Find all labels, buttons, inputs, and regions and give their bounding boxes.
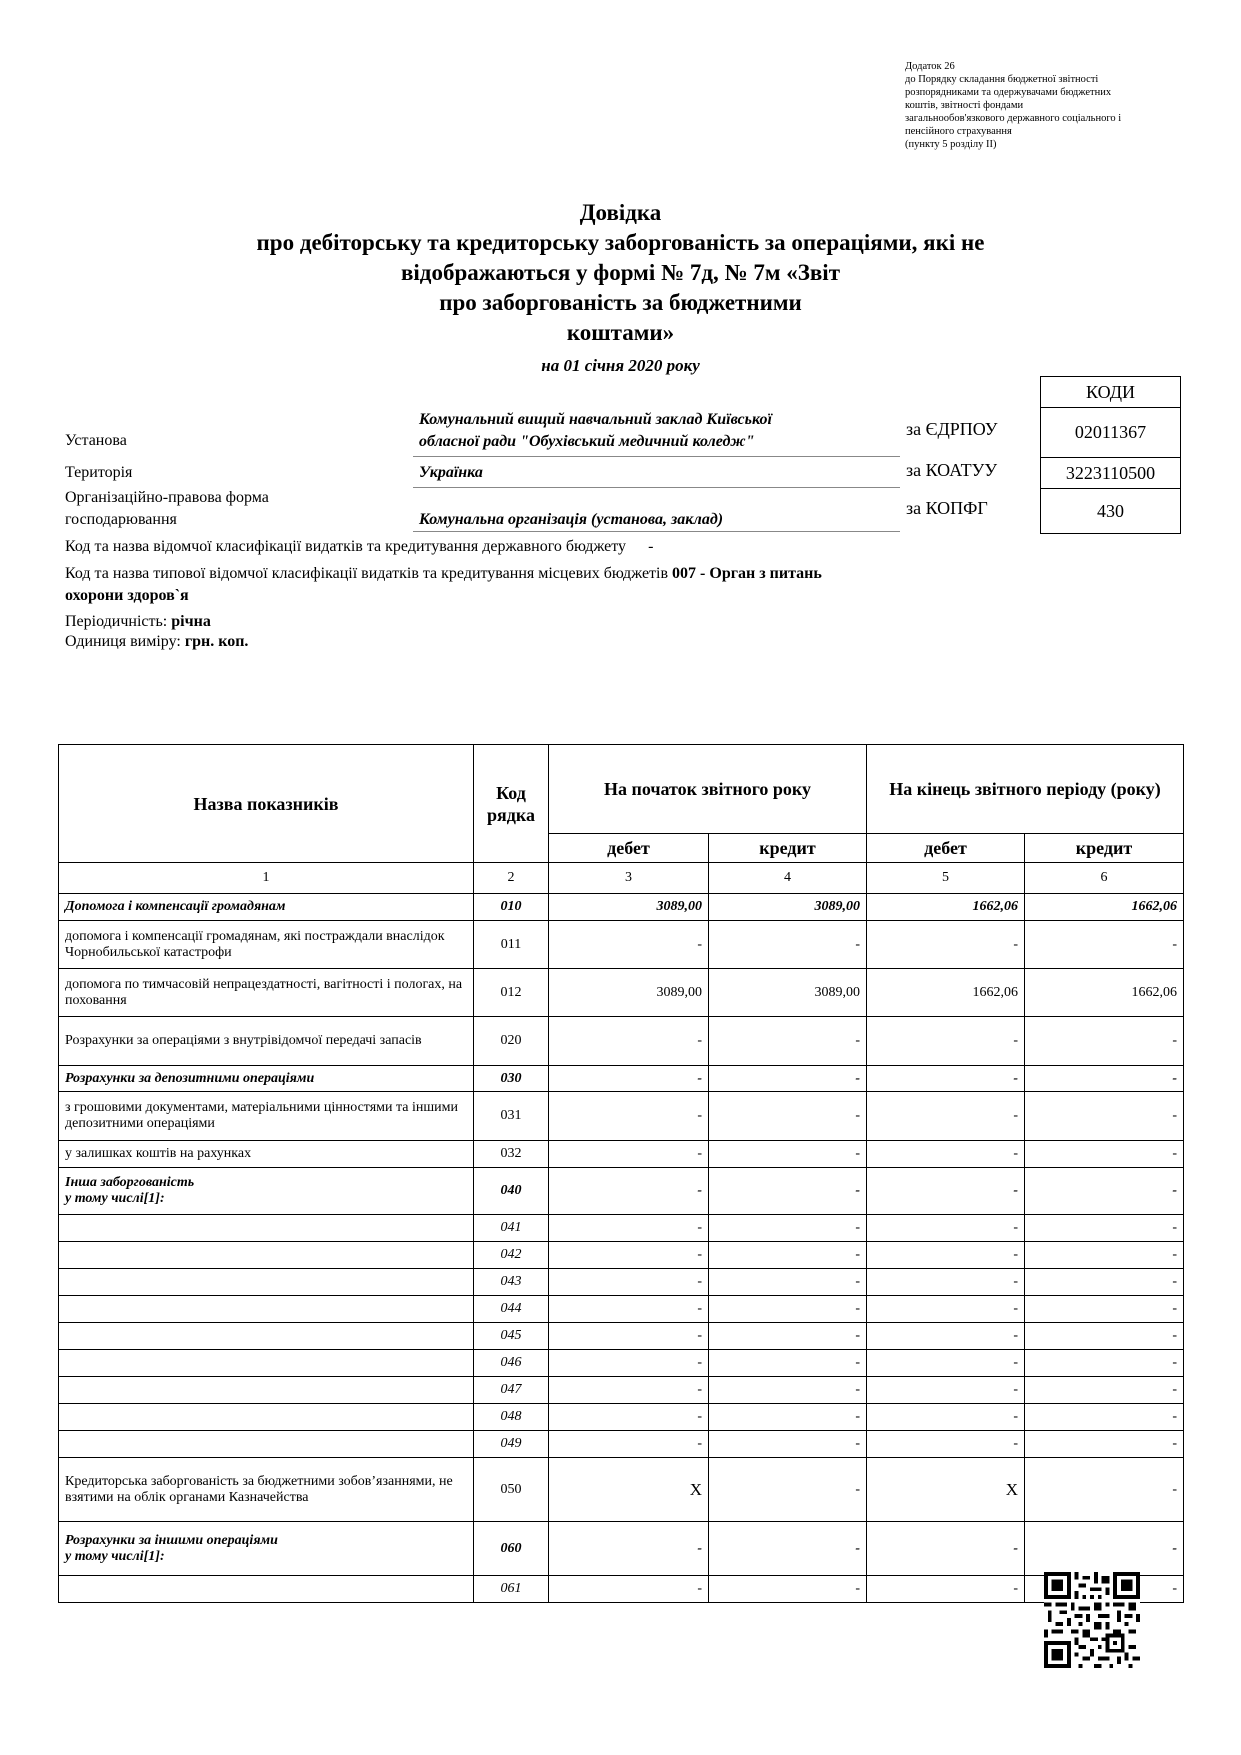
start-credit: 3089,00	[709, 894, 867, 921]
qr-code-icon	[1043, 1572, 1141, 1668]
end-credit: -	[1025, 921, 1184, 969]
end-debit: -	[867, 1431, 1025, 1458]
institution-value-line2: обласної ради "Обухівський медичний коледж"	[419, 433, 755, 450]
header-start-of-year: На початок звітного року	[549, 745, 867, 834]
start-credit: -	[709, 1066, 867, 1092]
code-koatuu: 3223110500	[1041, 457, 1180, 488]
codes-header: КОДИ	[1086, 381, 1135, 402]
institution-underline	[413, 456, 900, 457]
end-debit: -	[867, 1576, 1025, 1603]
start-credit: -	[709, 1431, 867, 1458]
end-credit: -	[1025, 1576, 1184, 1603]
end-debit: -	[867, 1242, 1025, 1269]
table-row	[59, 969, 1184, 1017]
start-credit: -	[709, 1215, 867, 1242]
col-number: 2	[474, 863, 549, 894]
start-credit: -	[709, 1350, 867, 1377]
row-name	[59, 1404, 474, 1431]
appendix-line: коштів, звітності фондами	[905, 100, 1024, 111]
territory-label: Територія	[65, 464, 133, 481]
periodicity-value: річна	[171, 613, 211, 630]
start-credit: -	[709, 1269, 867, 1296]
state-classification-value: -	[648, 538, 654, 555]
end-debit: -	[867, 921, 1025, 969]
start-credit: -	[709, 921, 867, 969]
end-debit: -	[867, 1141, 1025, 1168]
table-row	[59, 1168, 1184, 1215]
end-credit: -	[1025, 1431, 1184, 1458]
row-name: Розрахунки за операціями з внутрівідомчої передачі запасів	[59, 1017, 474, 1066]
code-kopfg: 430	[1041, 488, 1180, 533]
org-form-underline	[413, 531, 900, 532]
header-code: Код рядка	[474, 745, 549, 863]
unit	[65, 632, 248, 652]
codes-box	[1040, 376, 1181, 534]
unit-value: грн. коп.	[184, 633, 249, 650]
end-credit: 1662,06	[1025, 969, 1184, 1017]
row-code: 045	[474, 1323, 549, 1350]
local-classification-value: 007 - Орган з питань	[672, 565, 822, 582]
start-debit: -	[549, 1215, 709, 1242]
table-row	[59, 1350, 1184, 1377]
start-debit: -	[549, 1141, 709, 1168]
kopfg-label: за КОПФГ	[906, 498, 988, 518]
end-debit: -	[867, 1350, 1025, 1377]
state-classification	[65, 537, 965, 557]
institution-label: Установа	[65, 432, 127, 449]
report-date: на 01 січня 2020 року	[541, 356, 700, 375]
row-name: Кредиторська заборгованість за бюджетними зобов’язаннями, не взятими на облік органами Казначейства	[59, 1458, 474, 1522]
end-credit: -	[1025, 1168, 1184, 1215]
header-start-debit: дебет	[549, 834, 709, 863]
start-debit: -	[549, 1431, 709, 1458]
row-code: 050	[474, 1458, 549, 1522]
header-end-debit: дебет	[867, 834, 1025, 863]
col-number: 4	[709, 863, 867, 894]
row-name	[59, 1377, 474, 1404]
start-debit: -	[549, 1242, 709, 1269]
table-row	[59, 1576, 1184, 1603]
org-form-label-line2: господарювання	[65, 511, 177, 528]
end-credit: 1662,06	[1025, 894, 1184, 921]
end-debit: X	[867, 1458, 1025, 1522]
table-row	[59, 1404, 1184, 1431]
appendix-line: (пункту 5 розділу II)	[905, 139, 997, 150]
row-name: допомога по тимчасовій непрацездатності, вагітності і пологах, на поховання	[59, 969, 474, 1017]
local-classification-label: Код та назва типової відомчої класифікації видатків та кредитування місцевих бюджетів	[65, 565, 669, 582]
row-name	[59, 1323, 474, 1350]
col-number: 5	[867, 863, 1025, 894]
row-code: 011	[474, 921, 549, 969]
start-credit: -	[709, 1092, 867, 1141]
local-classification	[65, 564, 1005, 584]
start-credit: -	[709, 1168, 867, 1215]
table-row	[59, 1269, 1184, 1296]
header-end-credit: кредит	[1025, 834, 1184, 863]
end-credit: -	[1025, 1242, 1184, 1269]
start-credit: -	[709, 1404, 867, 1431]
start-debit: 3089,00	[549, 894, 709, 921]
end-credit: -	[1025, 1458, 1184, 1522]
row-name	[59, 1296, 474, 1323]
table-row	[59, 1066, 1184, 1092]
territory-value: Українка	[419, 464, 483, 481]
row-name	[59, 1269, 474, 1296]
start-debit: -	[549, 1168, 709, 1215]
start-credit: -	[709, 1296, 867, 1323]
col-number: 1	[59, 863, 474, 894]
end-debit: -	[867, 1323, 1025, 1350]
start-credit: -	[709, 1017, 867, 1066]
end-debit: -	[867, 1269, 1025, 1296]
start-debit: -	[549, 1017, 709, 1066]
table-row	[59, 1242, 1184, 1269]
row-name: Допомога і компенсації громадянам	[59, 894, 474, 921]
table-row	[59, 1215, 1184, 1242]
end-credit: -	[1025, 1215, 1184, 1242]
end-debit: 1662,06	[867, 894, 1025, 921]
institution-value-line1: Комунальний вищий навчальний заклад Київської	[419, 411, 772, 428]
debt-table	[58, 744, 1184, 1603]
unit-label: Одиниця виміру:	[65, 633, 181, 650]
row-name-line2: у тому числі[1]:	[65, 1191, 165, 1206]
end-debit: 1662,06	[867, 969, 1025, 1017]
title-line: відображаються у формі № 7д, № 7м «Звіт	[401, 260, 840, 285]
row-name-line1: Інша заборгованість	[65, 1175, 195, 1190]
end-debit: -	[867, 1092, 1025, 1141]
row-name-line1: Розрахунки за іншими операціями	[65, 1532, 278, 1548]
row-name	[59, 1168, 474, 1215]
col-number: 3	[549, 863, 709, 894]
end-debit: -	[867, 1296, 1025, 1323]
end-credit: -	[1025, 1141, 1184, 1168]
appendix-line: до Порядку складання бюджетної звітності	[905, 74, 1099, 85]
end-debit: -	[867, 1404, 1025, 1431]
end-debit: -	[867, 1017, 1025, 1066]
end-credit: -	[1025, 1522, 1184, 1576]
start-debit: -	[549, 921, 709, 969]
row-name: допомога і компенсації громадянам, які постраждали внаслідок Чорнобильської катастрофи	[59, 921, 474, 969]
state-classification-label: Код та назва відомчої класифікації видатків та кредитування державного бюджету	[65, 538, 627, 555]
start-credit: -	[709, 1141, 867, 1168]
org-form-value: Комунальна організація (установа, заклад)	[419, 511, 724, 528]
row-code: 061	[474, 1576, 549, 1603]
end-credit: -	[1025, 1092, 1184, 1141]
org-form-label-line1: Організаційно-правова форма	[65, 489, 269, 506]
local-classification-value-line2: охорони здоров`я	[65, 587, 189, 604]
row-code: 048	[474, 1404, 549, 1431]
appendix-note	[905, 60, 1225, 151]
document-title	[0, 198, 1241, 381]
start-debit: -	[549, 1576, 709, 1603]
appendix-line: розпорядниками та одержувачами бюджетних	[905, 87, 1112, 98]
row-code: 012	[474, 969, 549, 1017]
row-code: 041	[474, 1215, 549, 1242]
row-code: 049	[474, 1431, 549, 1458]
edrpou-label: за ЄДРПОУ	[906, 419, 998, 439]
title-line: про заборгованість за бюджетними	[439, 290, 802, 315]
start-credit: -	[709, 1323, 867, 1350]
table-row	[59, 921, 1184, 969]
title-line: про дебіторську та кредиторську заборгованість за операціями, які не	[256, 230, 985, 255]
row-name: з грошовими документами, матеріальними цінностями та іншими депозитними операціями	[59, 1092, 474, 1141]
row-code: 020	[474, 1017, 549, 1066]
periodicity	[65, 612, 211, 632]
end-credit: -	[1025, 1066, 1184, 1092]
start-debit: -	[549, 1377, 709, 1404]
end-credit: -	[1025, 1296, 1184, 1323]
territory-underline	[413, 487, 900, 488]
row-code: 010	[474, 894, 549, 921]
code-edrpou: 02011367	[1041, 407, 1180, 457]
table-row	[59, 1017, 1184, 1066]
end-credit: -	[1025, 1377, 1184, 1404]
row-name-line2: у тому числі[1]:	[65, 1548, 165, 1564]
end-credit: -	[1025, 1269, 1184, 1296]
table-row	[59, 894, 1184, 921]
row-code: 031	[474, 1092, 549, 1141]
col-number: 6	[1025, 863, 1184, 894]
row-code: 060	[474, 1522, 549, 1576]
end-debit: -	[867, 1168, 1025, 1215]
end-credit: -	[1025, 1404, 1184, 1431]
koatuu-label: за КОАТУУ	[906, 460, 998, 480]
start-credit: -	[709, 1576, 867, 1603]
title-line: коштами»	[566, 320, 675, 345]
start-debit: -	[549, 1522, 709, 1576]
end-credit: -	[1025, 1017, 1184, 1066]
row-name	[59, 1350, 474, 1377]
table-row	[59, 1323, 1184, 1350]
table-row	[59, 1377, 1184, 1404]
start-credit: -	[709, 1458, 867, 1522]
start-debit: -	[549, 1404, 709, 1431]
row-code: 043	[474, 1269, 549, 1296]
end-debit: -	[867, 1377, 1025, 1404]
appendix-line: загальнообов'язкового державного соціального і	[905, 113, 1122, 124]
end-credit: -	[1025, 1350, 1184, 1377]
start-debit: X	[549, 1458, 709, 1522]
row-name	[59, 1522, 474, 1576]
row-code: 032	[474, 1141, 549, 1168]
header-end-of-period: На кінець звітного періоду (року)	[867, 745, 1184, 834]
table-row	[59, 1141, 1184, 1168]
start-credit: 3089,00	[709, 969, 867, 1017]
start-debit: -	[549, 1296, 709, 1323]
row-code: 046	[474, 1350, 549, 1377]
table-row	[59, 1458, 1184, 1522]
start-debit: -	[549, 1092, 709, 1141]
header-start-credit: кредит	[709, 834, 867, 863]
start-debit: -	[549, 1066, 709, 1092]
end-debit: -	[867, 1522, 1025, 1576]
header-name: Назва показників	[59, 745, 474, 863]
start-debit: -	[549, 1323, 709, 1350]
row-code: 047	[474, 1377, 549, 1404]
start-credit: -	[709, 1377, 867, 1404]
row-name	[59, 1215, 474, 1242]
end-credit: -	[1025, 1323, 1184, 1350]
appendix-line: пенсійного страхування	[905, 126, 1012, 137]
start-credit: -	[709, 1522, 867, 1576]
start-debit: 3089,00	[549, 969, 709, 1017]
row-name	[59, 1576, 474, 1603]
table-row	[59, 1296, 1184, 1323]
table-row	[59, 1092, 1184, 1141]
end-debit: -	[867, 1066, 1025, 1092]
row-name: у залишках коштів на рахунках	[59, 1141, 474, 1168]
row-name	[59, 1242, 474, 1269]
start-credit: -	[709, 1242, 867, 1269]
start-debit: -	[549, 1269, 709, 1296]
row-code: 042	[474, 1242, 549, 1269]
periodicity-label: Періодичність:	[65, 613, 168, 630]
row-name: Розрахунки за депозитними операціями	[59, 1066, 474, 1092]
row-code: 040	[474, 1168, 549, 1215]
row-code: 030	[474, 1066, 549, 1092]
title-heading: Довідка	[579, 200, 662, 225]
appendix-line: Додаток 26	[905, 61, 955, 72]
end-debit: -	[867, 1215, 1025, 1242]
start-debit: -	[549, 1350, 709, 1377]
table-row	[59, 1431, 1184, 1458]
row-code: 044	[474, 1296, 549, 1323]
row-name	[59, 1431, 474, 1458]
table-row	[59, 1522, 1184, 1576]
